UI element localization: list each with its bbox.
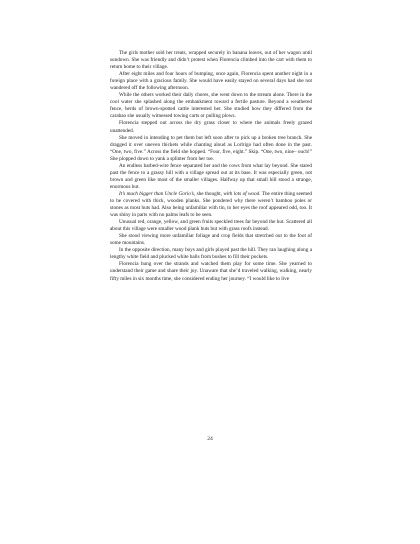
- paragraph-10: In the opposite direction, many boys and girls played past the hill. They ran laughing along a lengthy white field and plucked white balls from bushes to fill their pockets.: [110, 247, 312, 261]
- paragraph-11: Florencia hung over the strands and watched them play for some time. She yearned to understand their game and share their joy. Unaware that she’d traveled walking, walking, nearly fifty miles in six months time, she considered ending her journey. “I would like to live: [110, 261, 312, 282]
- body-text: [110, 50, 312, 283]
- paragraph-8: Unusual red, orange, yellow, and green fruits speckled trees far beyond the hut. Scattered all about this village were smaller wood plank huts but with grass roofs instead.: [110, 219, 312, 233]
- paragraph-3: While the others worked their daily chores, she went down to the stream alone. There in the cool water she splashed along the embankment toward a fertile pasture. Beyond a weathered fence, herds of brown-spotted cattle interested her. She studied how they differed from the carabao she usually witnessed towing carts or pulling plows.: [110, 92, 312, 120]
- paragraph-2: After eight miles and four hours of bumping, once again, Florencia spent another night in a foreign place with a gracious family. She would have easily stayed on several days had she not wandered off the following afternoon.: [110, 71, 312, 92]
- paragraph-6: An endless barbed-wire fence separated her and the cows from what lay beyond. She stared past the fence to a grassy hill with a village spread out at its base. It was especially green, not brown and green like most of the smaller villages. Halfway up that small hill stood a strange, enormous hut.: [110, 162, 312, 190]
- paragraph-9: She stood viewing more unfamiliar foliage and crop fields that stretched out to the foot of some mountains.: [110, 233, 312, 247]
- paragraph-1: The girls mother sold her treats, wrapped securely in banana leaves, out of her wagon until sundown. She was friendly and didn’t protest when Florencia climbed into the cart with them to return home to their village.: [110, 50, 312, 71]
- paragraph-5: She moved in intending to pet them but left soon after to pick up a broken tree branch. She dragged it over uneven thickets while chanting aloud as Lorlrigo had often done in the past. “One, two, five.” Across the field she hopped. “Four, five, eight.” Skip. “One, two, nine– ouch!” She plopped down to yank a splinter from her toe.: [110, 134, 312, 162]
- paragraph-7: [110, 191, 312, 219]
- italic-thought-start: It’s much bigger than Uncle Gorio’s,: [119, 190, 196, 197]
- italic-thought-end: with lots of wood.: [223, 190, 261, 197]
- paragraph-4: Florencia stepped out across the dry grass closer to where the animals freely grazed unattended.: [110, 120, 312, 134]
- thought-attribution: she thought,: [195, 190, 224, 197]
- paragraph-7-rest: The entire thing seemed to be covered with thick, wooden planks. She pondered why there weren’t bamboo poles or stones as most huts had. Also being unfamiliar with tin, to her eyes the roof appeared odd, too. It was shiny in parts with no palms leafs to be seen.: [110, 190, 312, 219]
- page-number: 24: [207, 436, 213, 442]
